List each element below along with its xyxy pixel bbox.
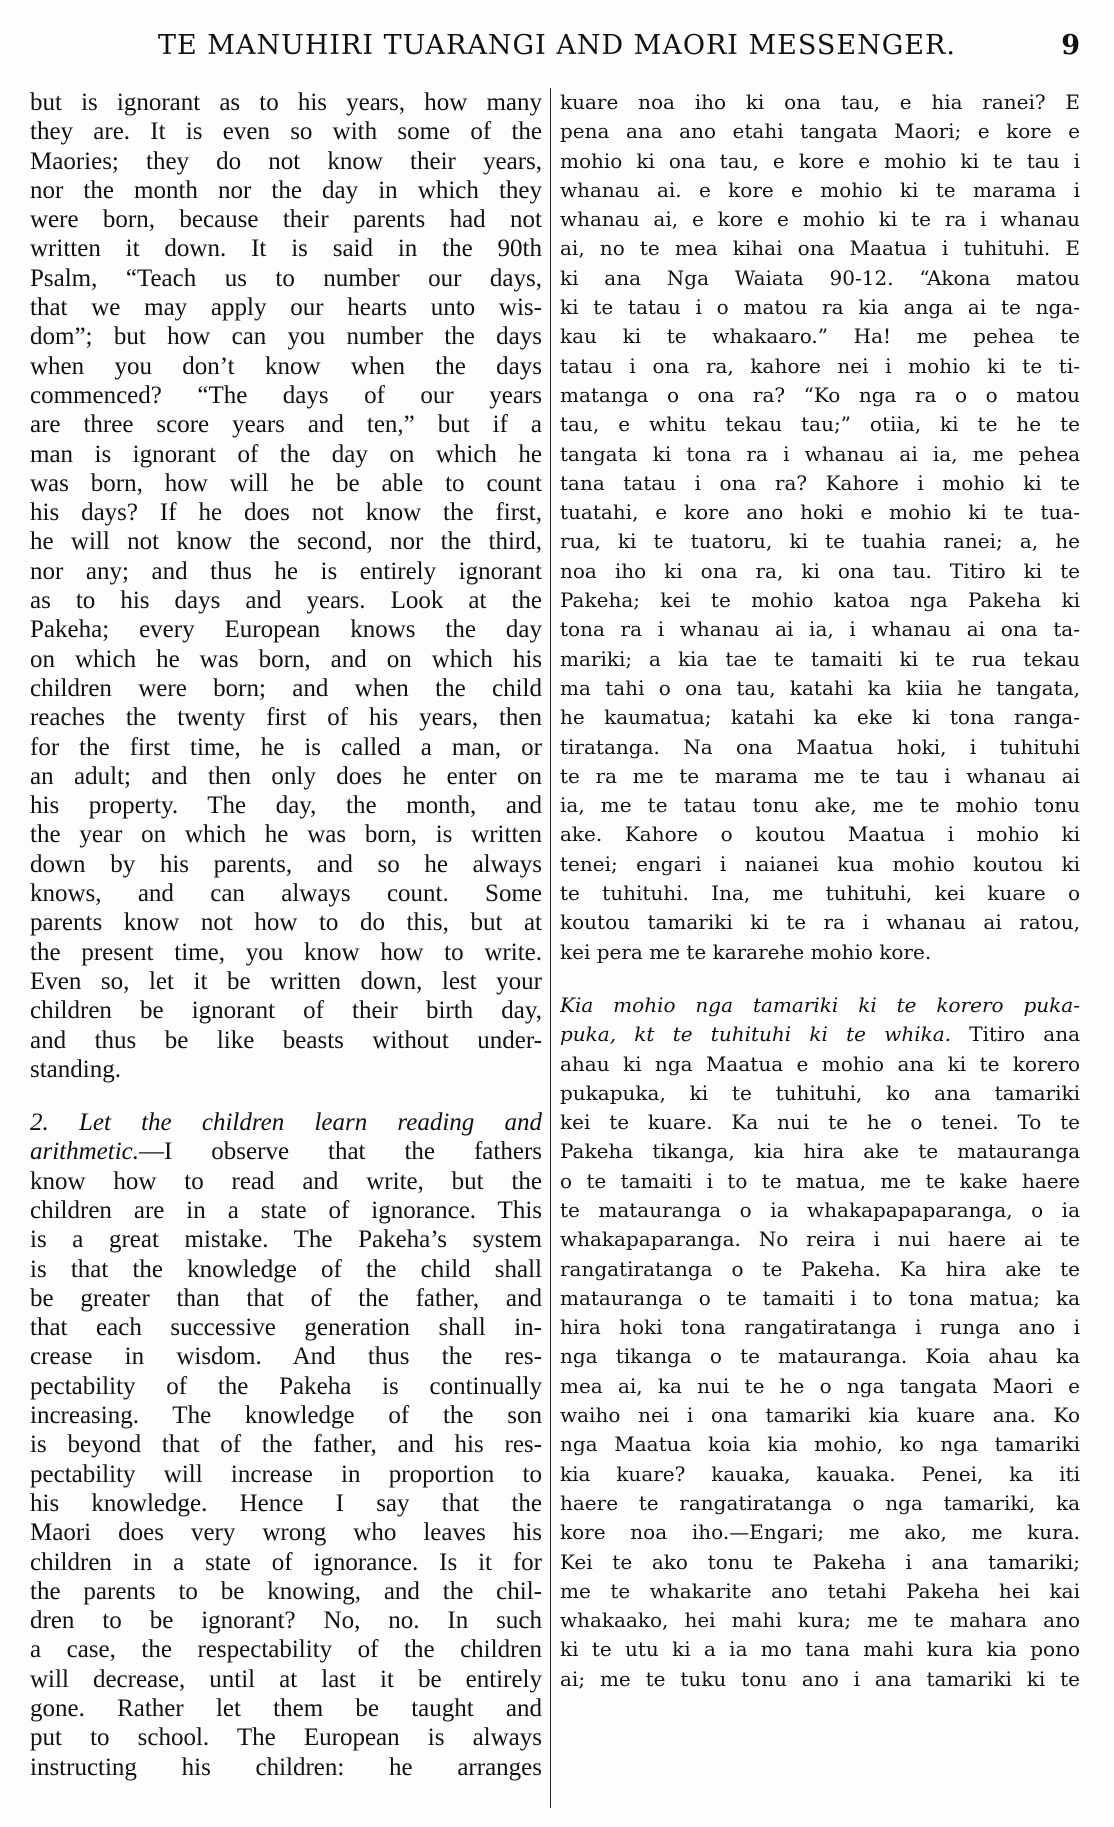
text-line: know how to read and write, but the [30,1167,542,1195]
text-line: will decrease, until at last it be entirely [30,1665,542,1693]
text-line: matauranga o te tamaiti i to tona matua; ka [560,1285,1080,1310]
text-line: pectability of the Pakeha is continually [30,1372,542,1400]
text-line: down by his parents, and so he always [30,850,542,878]
text-line: nga Maatua koia kia mohio, ko nga tamariki [560,1432,1080,1457]
text-line: put to school. The European is always [30,1724,542,1752]
text-line: children be ignorant of their birth day, [30,997,542,1025]
english-paragraph-2-first-line: arithmetic.—I observe that the fathers [30,1138,542,1166]
text-line: crease in wisdom. And thus the res- [30,1343,542,1371]
text-line: were born, because their parents had not [30,206,542,234]
page-number: 9 [1061,30,1080,61]
text-line: Pakeha; kei te mohio katoa nga Pakeha ki [560,588,1080,613]
text-line: instructing his children: he arranges [30,1753,542,1781]
text-line: pectability will increase in proportion to [30,1460,542,1488]
text-line: man is ignorant of the day on which he [30,440,542,468]
text-line: a case, the respectability of the children [30,1636,542,1664]
text-line: Pakeha tikanga, kia hira ake te matauranga [560,1139,1080,1164]
text-line: waiho nei i ona tamariki kia kuare ana. Ko [560,1403,1080,1428]
text-line: te ra me te marama me te tau i whanau ai [560,763,1080,788]
text-line: rangatiratanga o te Pakeha. Ka hira ake te [560,1256,1080,1281]
text-line: kuare noa iho ki ona tau, e hia ranei? E [560,90,1080,114]
maori-column [560,88,1080,1694]
text-line: he will not know the second, nor the third, [30,528,542,556]
text-line: his knowledge. Hence I say that the [30,1489,542,1517]
text-line: the year on which he was born, is written [30,821,542,849]
english-paragraph-2 [30,1108,542,1782]
text-line: parents know not how to do this, but at [30,909,542,937]
text-line: but is ignorant as to his years, how many [30,89,542,116]
text-line: that each successive generation shall in- [30,1314,542,1342]
text-line: kau ki te whakaaro.” Ha! me pehea te [560,324,1080,349]
text-line: ki te tatau i o matou ra kia anga ai te nga- [560,295,1080,320]
text-line: pukapuka, ki te tuhituhi, ko ana tamariki [560,1080,1080,1105]
text-line: tangata ki tona ra i whanau ai ia, me pehea [560,441,1080,466]
text-line: mea ai, ka nui te he o nga tangata Maori e [560,1373,1080,1398]
text-line: kei pera me te kararehe mohio kore. [560,939,932,964]
paragraph-gap [30,1084,542,1108]
text-line: nor any; and thus he is entirely ignorant [30,557,542,585]
text-line: kei te kuare. Ka nui te he o tenei. To te [560,1110,1080,1135]
text-line: me te whakarite ano tetahi Pakeha hei kai [560,1578,1080,1603]
maori-paragraph-1 [560,88,1080,967]
text-line: is that the knowledge of the child shall [30,1255,542,1283]
text-line: they are. It is even so with some of the [30,118,542,146]
paragraph-gap [560,967,1080,991]
maori-paragraph-2-heading: Kia mohio nga tamariki ki te korero puka- [560,992,1080,1017]
text-line: te matauranga o ia whakapapaparanga, o ia [560,1197,1080,1222]
text-line: pena ana ano etahi tangata Maori; e kore e [560,119,1080,144]
text-line: Maori does very wrong who leaves his [30,1519,542,1547]
text-line: Even so, let it be written down, lest your [30,967,542,995]
text-line: increasing. The knowledge of the son [30,1402,542,1430]
text-line: children in a state of ignorance. Is it for [30,1548,542,1576]
english-column [30,88,542,1782]
text-line: children were born; and when the child [30,674,542,702]
text-line: tau, e whitu tekau tau;” otiia, ki te he te [560,412,1080,437]
text-line: commenced? “The days of our years [30,381,542,409]
text-line: on which he was born, and on which his [30,645,542,673]
text-line: his days? If he does not know the first, [30,499,542,527]
text-line: are three score years and ten,” but if a [30,411,542,439]
text-line: gone. Rather let them be taught and [30,1695,542,1723]
text-line: o te tamaiti i to te matua, me te kake haere [560,1168,1080,1193]
text-line: nga tikanga o te matauranga. Koia ahau ka [560,1344,1080,1369]
text-line: kia kuare? kauaka, kauaka. Penei, ka iti [560,1461,1080,1486]
text-line: ai; me te tuku tonu ano i ana tamariki ki te [560,1666,1080,1691]
english-paragraph-1 [30,88,542,1084]
text-line: ai, no te mea kihai ona Maatua i tuhituhi. E [560,236,1080,261]
text-line: tona ra i whanau ai ia, i whanau ai ona ta- [560,617,1080,642]
text-line: dom”; but how can you number the days [30,323,542,351]
text-line: whanau ai. e kore e mohio ki te marama i [560,177,1080,202]
text-line: children are in a state of ignorance. This [30,1196,542,1224]
text-line: was born, how will he be able to count [30,469,542,497]
text-line: koutou tamariki ki te ra i whanau ai ratou, [560,910,1080,935]
page-header [28,30,1088,70]
text-line: reaches the twenty first of his years, then [30,704,542,732]
english-paragraph-2-heading: 2. Let the children learn reading and [30,1109,542,1137]
text-line: nor the month nor the day in which they [30,176,542,204]
text-line: standing. [30,1055,121,1083]
text-line: written it down. It is said in the 90th [30,235,542,263]
text-line: the present time, you know how to write. [30,938,542,966]
column-divider [550,88,551,1808]
text-line: tuatahi, e kore ano hoki e mohio ki te tua- [560,500,1080,525]
text-line: his property. The day, the month, and [30,792,542,820]
text-line: tiratanga. Na ona Maatua hoki, i tuhituhi [560,734,1080,759]
text-line: tenei; engari i naianei kua mohio koutou ki [560,851,1080,876]
text-line: haere te rangatiratanga o nga tamariki, ka [560,1490,1080,1515]
text-line: ma tahi o ona tau, katahi ka kiia he tangata, [560,675,1080,700]
text-line: ake. Kahore o koutou Maatua i mohio ki [560,822,1080,847]
text-line: rua, ki te tuatoru, ki te tuahia ranei; a, he [560,529,1080,554]
text-line: matanga o ona ra? “Ko nga ra o o matou [560,382,1080,407]
text-line: when you don’t know when the days [30,352,542,380]
text-line: kore noa iho.—Engari; me ako, me kura. [560,1520,1080,1545]
text-line: whakaako, hei mahi kura; me te mahara ano [560,1608,1080,1633]
text-line: and thus be like beasts without under- [30,1026,542,1054]
text-line: Pakeha; every European knows the day [30,616,542,644]
text-line: noa iho ki ona ra, ki ona tau. Titiro ki te [560,558,1080,583]
text-line: whakapaparanga. No reira i nui haere ai te [560,1227,1080,1252]
text-line: hira hoki tona rangatiratanga i runga ano i [560,1315,1080,1340]
maori-paragraph-2-first-line: puka, kt te tuhituhi ki te whika. Titiro ana [560,1022,1080,1047]
text-line: he kaumatua; katahi ka eke ki tona ranga- [560,705,1080,730]
text-line: knows, and can always count. Some [30,880,542,908]
text-line: for the first time, he is called a man, or [30,733,542,761]
text-line: tatau i ona ra, kahore nei i mohio ki te ti- [560,353,1080,378]
text-line: is beyond that of the father, and his res- [30,1431,542,1459]
text-line: Psalm, “Teach us to number our days, [30,264,542,292]
text-line: Kei te ako tonu te Pakeha i ana tamariki; [560,1549,1080,1574]
maori-paragraph-2 [560,991,1080,1694]
text-line: that we may apply our hearts unto wis- [30,294,542,322]
text-line: ahau ki nga Maatua e mohio ana ki te korero [560,1051,1080,1076]
text-line: dren to be ignorant? No, no. In such [30,1607,542,1635]
text-line: ki ana Nga Waiata 90-12. “Akona matou [560,265,1080,290]
text-line: ki te utu ki a ia mo tana mahi kura kia pono [560,1637,1080,1662]
text-line: te tuhituhi. Ina, me tuhituhi, kei kuare o [560,881,1080,906]
text-line: Maories; they do not know their years, [30,147,542,175]
text-line: is a great mistake. The Pakeha’s system [30,1226,542,1254]
text-line: mohio ki ona tau, e kore e mohio ki te tau i [560,148,1080,173]
text-line: the parents to be knowing, and the chil- [30,1577,542,1605]
text-line: as to his days and years. Look at the [30,587,542,615]
text-line: ia, me te tatau tonu ake, me te mohio tonu [560,793,1080,818]
text-line: be greater than that of the father, and [30,1284,542,1312]
text-line: mariki; a kia tae te tamaiti ki te rua tekau [560,646,1080,671]
text-line: tana tatau i ona ra? Kahore i mohio ki te [560,470,1080,495]
text-line: whanau ai, e kore e mohio ki te ra i whanau [560,207,1080,232]
text-line: an adult; and then only does he enter on [30,762,542,790]
running-title: TE MANUHIRI TUARANGI AND MAORI MESSENGER. [158,30,956,61]
